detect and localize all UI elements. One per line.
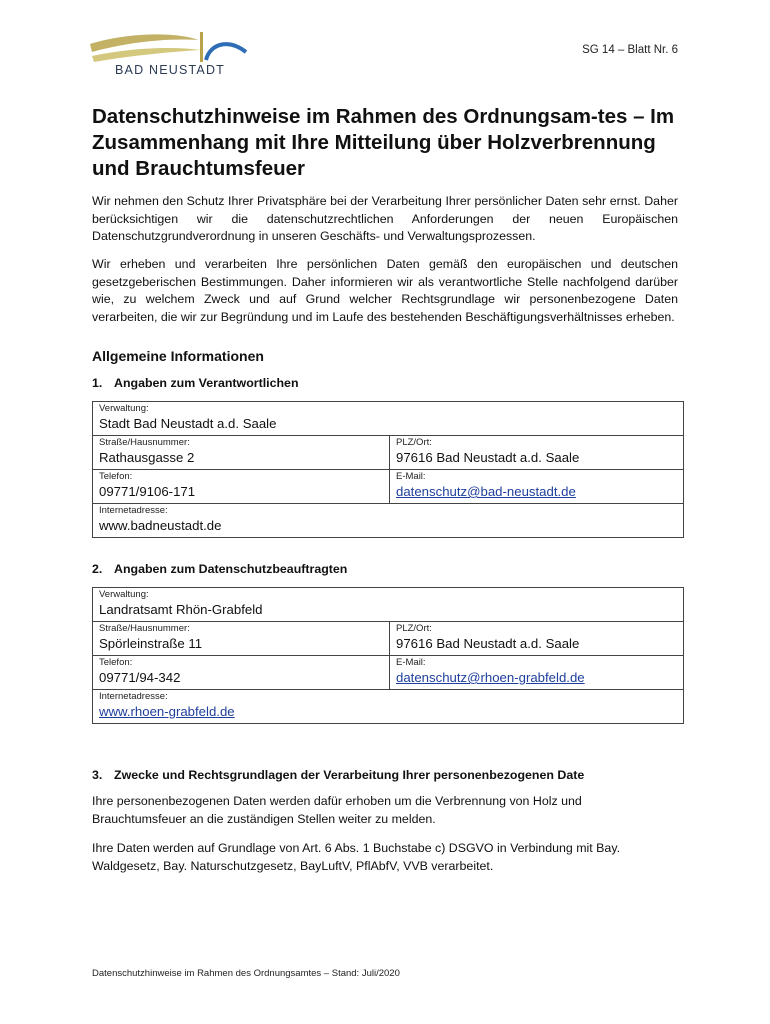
verwaltung-value: Stadt Bad Neustadt a.d. Saale <box>99 416 277 431</box>
section-2-heading <box>92 562 347 576</box>
plz-label: PLZ/Ort: <box>396 437 432 448</box>
telefon-value: 09771/9106-171 <box>99 484 196 499</box>
web-value: www.badneustadt.de <box>99 518 222 533</box>
intro-paragraph-1: Wir nehmen den Schutz Ihrer Privatsphäre bei der Verarbeitung Ihrer persönlicher Daten sehr ernst. Daher berücksichtigen wir die datenschutzrechtlichen Anforderungen der neuen Europäischen Datenschutzgrundverordnung in unseren Geschäfts- und Verwaltungsprozessen. <box>92 194 678 243</box>
web-label: Internetadresse: <box>99 505 168 516</box>
section-number: 3. <box>92 768 103 782</box>
verwaltung-label: Verwaltung: <box>99 403 149 414</box>
section-3-heading <box>92 768 584 782</box>
email-label: E-Mail: <box>396 471 426 482</box>
section-title: Zwecke und Rechtsgrundlagen der Verarbeitung Ihrer personenbezogenen Date <box>114 768 585 782</box>
table-row <box>93 402 683 435</box>
table-row <box>93 469 683 503</box>
sheet-reference: SG 14 – Blatt Nr. 6 <box>582 44 678 56</box>
email-cell <box>390 656 683 689</box>
email-link[interactable]: datenschutz@bad-neustadt.de <box>396 484 576 499</box>
strasse-value: Spörleinstraße 11 <box>99 636 203 651</box>
section-number: 2. <box>92 562 103 576</box>
email-cell <box>390 470 683 503</box>
telefon-cell <box>93 656 390 689</box>
dpo-info-table <box>92 587 684 724</box>
plz-value: 97616 Bad Neustadt a.d. Saale <box>396 636 580 651</box>
section-title: Angaben zum Verantwortlichen <box>114 376 299 390</box>
section-3-paragraph-1: Ihre personenbezogenen Daten werden dafür erhoben um die Verbrennung von Holz und Brauchtumsfeuer an die zuständigen Stellen weiter zu melden. <box>92 794 582 826</box>
plz-label: PLZ/Ort: <box>396 623 432 634</box>
intro-paragraph-2: Wir erheben und verarbeiten Ihre persönlichen Daten gemäß den europäischen und deutschen gesetzgeberischen Bestimmungen. Daher informieren wir als verantwortliche Stelle nachfolgend darüber wie, zu welchem Zweck und auf Grund welcher Rechtsgrundlage wir personenbezogene Daten verarbeiten, die wir zur Begründung und im Laufe des bestehenden Beschäftigungsverhältnisses erheben. <box>92 257 678 324</box>
verwaltung-cell <box>93 402 683 435</box>
verwaltung-value: Landratsamt Rhön-Grabfeld <box>99 602 263 617</box>
plz-cell <box>390 436 683 469</box>
table-row <box>93 588 683 621</box>
telefon-label: Telefon: <box>99 471 133 482</box>
strasse-label: Straße/Hausnummer: <box>99 623 190 634</box>
strasse-cell <box>93 436 390 469</box>
plz-cell <box>390 622 683 655</box>
web-link[interactable]: www.rhoen-grabfeld.de <box>99 704 235 719</box>
telefon-label: Telefon: <box>99 657 133 668</box>
telefon-cell <box>93 470 390 503</box>
web-cell <box>93 690 683 723</box>
general-info-heading: Allgemeine Informationen <box>92 348 264 364</box>
table-row <box>93 503 683 537</box>
table-row <box>93 655 683 689</box>
document-title: Datenschutzhinweise im Rahmen des Ordnungsam-tes – Im Zusammenhang mit Ihre Mitteilung über Holzverbrennung und Brauchtumsfeuer <box>92 105 675 180</box>
email-link[interactable]: datenschutz@rhoen-grabfeld.de <box>396 670 585 685</box>
table-row <box>93 621 683 655</box>
strasse-label: Straße/Hausnummer: <box>99 437 190 448</box>
page-footer: Datenschutzhinweise im Rahmen des Ordnungsamtes – Stand: Juli/2020 <box>92 968 400 979</box>
table-row <box>93 435 683 469</box>
email-label: E-Mail: <box>396 657 426 668</box>
plz-value: 97616 Bad Neustadt a.d. Saale <box>396 450 580 465</box>
strasse-cell <box>93 622 390 655</box>
section-number: 1. <box>92 376 103 390</box>
section-1-heading <box>92 376 299 390</box>
logo-text: BAD NEUSTADT <box>115 63 226 77</box>
verwaltung-cell <box>93 588 683 621</box>
section-title: Angaben zum Datenschutzbeauftragten <box>114 562 348 576</box>
web-label: Internetadresse: <box>99 691 168 702</box>
strasse-value: Rathausgasse 2 <box>99 450 195 465</box>
verwaltung-label: Verwaltung: <box>99 589 149 600</box>
table-row <box>93 689 683 723</box>
section-3-paragraph-2: Ihre Daten werden auf Grundlage von Art. 6 Abs. 1 Buchstabe c) DSGVO in Verbindung mit Bay. Waldgesetz, Bay. Naturschutzgesetz, BayLuftV, PflAbfV, VVB verarbeitet. <box>92 841 621 873</box>
web-cell <box>93 504 683 537</box>
telefon-value: 09771/94-342 <box>99 670 181 685</box>
controller-info-table <box>92 401 684 538</box>
